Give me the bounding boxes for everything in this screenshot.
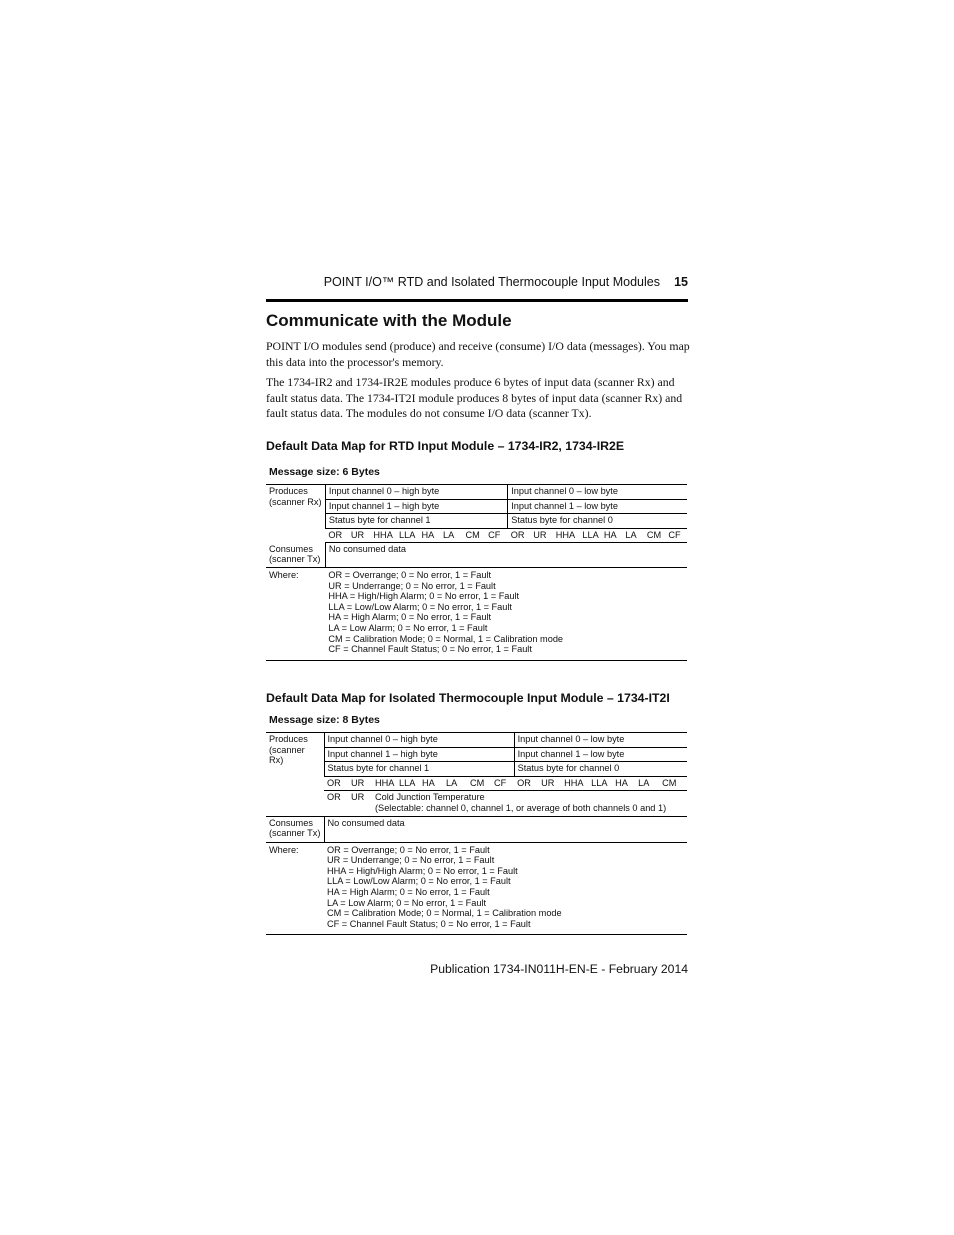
status-flag: OR [324, 776, 348, 791]
produces-label: Produces (scanner Rx) [266, 733, 324, 791]
status-flag: OR [508, 528, 531, 543]
status-flag: CM [659, 776, 687, 791]
status-flag: UR [538, 776, 561, 791]
produces-label: Produces (scanner Rx) [266, 485, 325, 543]
status-flag: OR [324, 791, 348, 816]
legend-list [324, 842, 687, 935]
section-title: Communicate with the Module [266, 311, 512, 330]
status-flag: LLA [396, 528, 419, 543]
legend-line: OR = Overrange; 0 = No error, 1 = Fault [327, 844, 490, 855]
status-flag: LA [635, 776, 659, 791]
table-cell: Input channel 0 – low byte [514, 733, 687, 748]
where-label: Where: [266, 568, 325, 661]
status-flag: LLA [396, 776, 419, 791]
status-flag: LLA [588, 776, 612, 791]
legend-list [325, 568, 687, 661]
status-flag: UR [348, 528, 371, 543]
paragraph-2: The 1734-IR2 and 1734-IR2E modules produce 6 bytes of input data (scanner Rx) and fault status data. The 1734-IT2I module produces 8 bytes of input data (scanner Rx) and fault status data. The modules do not consume I/O data (scanner Tx). [266, 375, 683, 420]
page-number: 15 [674, 275, 688, 289]
consumes-value: No consumed data [325, 543, 687, 568]
consumes-value: No consumed data [324, 816, 687, 842]
legend-line: HHA = High/High Alarm; 0 = No error, 1 = Fault [328, 591, 520, 602]
legend-line: UR = Underrange; 0 = No error, 1 = Fault [327, 855, 495, 866]
status-flag: HA [419, 776, 443, 791]
cjt-description: (Selectable: channel 0, channel 1, or average of both channels 0 and 1) [375, 802, 667, 813]
table2-heading: Default Data Map for Isolated Thermocouple Input Module – 1734-IT2I [266, 691, 670, 705]
table1-heading: Default Data Map for RTD Input Module – 1734-IR2, 1734-IR2E [266, 439, 625, 453]
legend-line: HA = High Alarm; 0 = No error, 1 = Fault [327, 886, 490, 897]
paragraph-1: POINT I/O modules send (produce) and receive (consume) I/O data (messages). You map this data into the processor's memory. [266, 339, 690, 369]
data-map-table-thermocouple [266, 732, 687, 935]
status-flag: LA [440, 528, 463, 543]
table-cell: Input channel 0 – low byte [508, 485, 687, 500]
status-flag: CM [463, 528, 486, 543]
status-flag: HA [419, 528, 441, 543]
table-cell: Input channel 1 – high byte [324, 747, 514, 762]
status-flag: OR [514, 776, 538, 791]
table-cell: Input channel 0 – high byte [325, 485, 507, 500]
status-flag: HA [612, 776, 635, 791]
status-flag: LA [443, 776, 467, 791]
status-flag: OR [325, 528, 348, 543]
table-cell: Input channel 1 – low byte [508, 499, 687, 514]
legend-line: LLA = Low/Low Alarm; 0 = No error, 1 = Fault [328, 601, 512, 612]
legend-line: LLA = Low/Low Alarm; 0 = No error, 1 = Fault [327, 876, 511, 887]
status-flag: UR [348, 791, 372, 816]
status-flag: HHA [553, 528, 580, 543]
status-flag: HHA [370, 528, 396, 543]
status-flag: LLA [579, 528, 601, 543]
status-flag: HHA [372, 776, 396, 791]
legend-line: HA = High Alarm; 0 = No error, 1 = Fault [328, 612, 492, 623]
table2-message-size: Message size: 8 Bytes [269, 714, 380, 726]
status-flag: CF [485, 528, 508, 543]
where-label: Where: [266, 842, 324, 935]
cold-junction-cell [372, 791, 687, 816]
legend-line: CM = Calibration Mode; 0 = Normal, 1 = Calibration mode [327, 908, 562, 919]
consumes-label: Consumes (scanner Tx) [266, 816, 324, 842]
status-flag: UR [348, 776, 372, 791]
legend-line: HHA = High/High Alarm; 0 = No error, 1 = Fault [327, 865, 518, 876]
legend-line: OR = Overrange; 0 = No error, 1 = Fault [328, 570, 492, 581]
blank-label [266, 791, 324, 816]
header-title: POINT I/O™ RTD and Isolated Thermocouple Input Modules [323, 275, 660, 289]
table1-message-size: Message size: 6 Bytes [269, 466, 380, 478]
legend-line: CM = Calibration Mode; 0 = Normal, 1 = Calibration mode [328, 633, 564, 644]
table-cell: Status byte for channel 0 [508, 514, 687, 529]
table-cell: Status byte for channel 0 [514, 762, 687, 777]
legend-line: LA = Low Alarm; 0 = No error, 1 = Fault [327, 897, 487, 908]
status-flag: CF [491, 776, 514, 791]
status-flag: UR [530, 528, 553, 543]
table-cell: Input channel 0 – high byte [324, 733, 514, 748]
status-flag: LA [622, 528, 644, 543]
cjt-title: Cold Junction Temperature [375, 792, 485, 803]
table-cell: Status byte for channel 1 [325, 514, 507, 529]
status-flag: CM [467, 776, 491, 791]
legend-line: LA = Low Alarm; 0 = No error, 1 = Fault [328, 623, 488, 634]
legend-line: CF = Channel Fault Status; 0 = No error, 1 = Fault [328, 644, 532, 655]
page-header [266, 271, 688, 302]
publication-footer: Publication 1734-IN011H-EN-E - February 2014 [430, 962, 688, 976]
consumes-label: Consumes (scanner Tx) [266, 543, 325, 568]
status-flag: CF [665, 528, 687, 543]
legend-line: UR = Underrange; 0 = No error, 1 = Fault [328, 580, 496, 591]
table-cell: Input channel 1 – low byte [514, 747, 687, 762]
data-map-table-rtd [266, 484, 687, 661]
table-cell: Status byte for channel 1 [324, 762, 514, 777]
legend-line: CF = Channel Fault Status; 0 = No error, 1 = Fault [327, 918, 531, 929]
status-flag: HA [601, 528, 623, 543]
status-flag: HHA [561, 776, 588, 791]
status-flag: CM [644, 528, 666, 543]
table-cell: Input channel 1 – high byte [325, 499, 507, 514]
